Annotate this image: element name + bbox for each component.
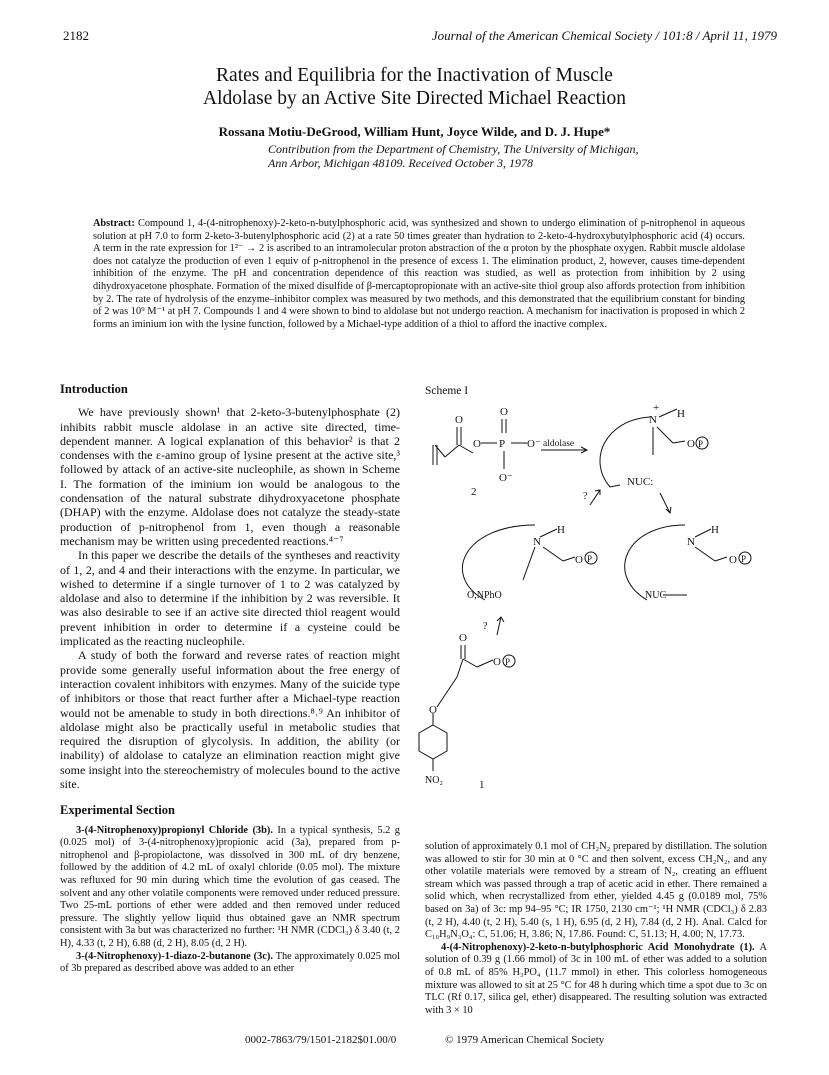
exp-p2-text: The approximately 0.025 mol of 3b prepared as described above was added to an ether [60,950,400,975]
nuc-right: NUC [645,590,667,601]
svg-text:P: P [505,657,511,667]
abstract-text: Compound 1, 4-(4-nitrophenoxy)-2-keto-n-butylphosphoric acid, was synthesized and shown to undergo elimination of p-nitrophenol in aqueous solution at pH 7.0 to form 2-keto-3-butenylphosphoric acid (2) at a rate 50 times greater than hydration to 2-keto-4-hydroxybutylphosphoric acid (4) occurs. A term in the rate expression for 1²⁻ → 2 is ascribed to an intramolecular proton abstraction of the α proton by the phosphate oxygen. Rabbit muscle aldolase does not catalyze the production of even 1 equiv of p-nitrophenol in the presence of excess 1. The elimination product, 2, however, causes time-dependent inhibition of the enzyme. The pH and concentration dependence of this reaction was studied, as well as protection from inhibition by 2 using dihydroxyacetone phosphate. Formation of the mixed disulfide of β-mercaptopropionate with an active-site thiol group also affords protection from inhibition by 2. The rate of hydrolysis of the enzyme–inhibitor complex was measured by two methods, and this demonstrated that the equilibrium constant for binding of 2 was 10⁹ M⁻¹ at pH 7. Compounds 1 and 4 were shown to bind to aldolase but not undergo reaction. A mechanism for inactivation is proposed in which 2 forms an iminium ion with the lysine function, followed by a Michael-type addition of a thiol to afford the inactive complex. [93,218,745,330]
svg-text:O: O [575,554,583,566]
no2-label: NO₂ [425,775,443,786]
svg-text:+: + [653,402,660,414]
svg-text:O: O [429,704,437,716]
authors: Rossana Motiu-DeGrood, William Hunt, Joyce Wilde, and D. J. Hupe* [218,124,611,139]
experimental-heading: Experimental Section [60,803,175,818]
scheme-o-minus-2: O⁻ [499,472,513,484]
onpho-label: O,NPhO [467,590,502,601]
svg-text:O: O [687,438,695,450]
svg-text:O: O [459,632,467,644]
svg-text:O: O [493,656,501,668]
svg-text:?: ? [483,621,488,632]
intro-paragraph-2: In this paper we describe the details of the syntheses and reactivity of 1, 2, and 4 and their interactions with the enzyme. In particular, we wished to determine if a single turnover of 1 to 2 was catalyzed by aldolase and also to determine if the inhibition by 2 was reversible. It was also desirable to see if an active site directed thiol reagent would prevent inhibition in order to determine if a cysteine could be implicated as the reacting nucleophile. [60,548,400,649]
scheme-o-3: O [500,406,508,418]
right-column [425,841,767,1017]
svg-text:P: P [741,554,747,564]
title-line-2: Aldolase by an Active Site Directed Michael Reaction [203,88,626,109]
nuc-top: NUC: [627,476,654,488]
exp-p1-text: In a typical synthesis, 5.2 g (0.025 mol) of 3-(4-nitrophenoxy)propionic acid (3a), prepared from p-nitrophenol and β-propiolactone, was dissolved in 300 mL of dry benzene, followed by the addition of 4.2 mL of oxalyl chloride (0.05 mol). The mixture was refluxed for 90 min during which time the evolution of gas ceased. The solvent and any other volatile components were removed under reduced pressure. Two 25-mL portions of ether were added and then removed under reduced pressure. The slightly yellow liquid thus obtained gave an NMR spectrum consistent with 3a but was characterized no further: ¹H NMR (CDCl₃) δ 3.40 (t, 2 H), 4.33 (t, 2 H), 6.88 (d, 2 H), 8.05 (d, 2 H). [60,824,400,949]
right-paragraph-2 [425,942,767,1018]
scheme-o-2: O [473,438,481,450]
footer-code: 0002-7863/79/1501-2182$01.00/0 [245,1034,397,1046]
enzyme-curve-right [625,525,685,600]
compound-2-label: 2 [471,486,477,498]
exp-paragraph-1 [60,825,400,951]
svg-text:P: P [698,439,704,449]
footer-copyright: © 1979 American Chemical Society [445,1034,605,1046]
intro-paragraph-1: We have previously shown¹ that 2-keto-3-butenylphosphate (2) inhibits rabbit muscle aldolase in an active site directed, time-dependent manner. A logical explanation of this behavior² is that 2 condenses with the ε-amino group of lysine present at the active site,³ followed by attack of an active-site nucleophile, as shown in Scheme I. The formation of the iminium ion would be analogous to the condensation of the natural substrate dihydroxyacetone phosphate (DHAP) with the enzyme. Aldolase does not catalyze the steady-state production of p-nitrophenol from 1, even though a reasonable mechanism may be written using precedented reactions.⁴⁻⁷ [60,405,400,548]
iminium-n-top: N [649,414,657,426]
right-p2-heading: 4-(4-Nitrophenoxy)-2-keto-n-butylphosphoric Acid Monohydrate (1). [441,941,755,953]
exp-paragraph-2 [60,951,400,976]
title-line-1: Rates and Equilibria for the Inactivation of Muscle [216,65,613,86]
right-paragraph-1: solution of approximately 0.1 mol of CH₂N₂ prepared by distillation. The solution was allowed to stir for 30 min at 0 °C and then solvent, excess CH₂N₂, and any other volatile materials were removed by a stream of N₂, creating an effluent stream which was passed through a trap of acetic acid in ether. There remained a solid which, when recrystallized from ether, yielded 4.45 g (0.0189 mol, 75% based on 3a) of 3c: mp 94–95 °C; IR 1750, 2130 cm⁻¹; ¹H NMR (CDCl₃) δ 2.83 (t, 2 H), 4.40 (t, 2 H), 5.40 (s, 1 H), 6.95 (d, 2 H), 7.84 (d, 2 H). Anal. Calcd for C₁₀H₉N₃O₄: C, 51.06; H, 3.86; N, 17.86. Found: C, 51.13; H, 4.00; N, 17.73. [425,841,767,941]
affiliation [268,142,639,170]
scheme-o-minus-1: O⁻ [527,438,541,450]
page-number: 2182 [63,28,89,43]
exp-p2-heading: 3-(4-Nitrophenoxy)-1-diazo-2-butanone (3c). [76,950,273,962]
svg-text:?: ? [583,491,588,502]
scheme-p: P [499,438,506,450]
aldolase-label: aldolase [543,439,575,449]
svg-text:P: P [587,554,593,564]
journal-header: Journal of the American Chemical Society / 101:8 / April 11, 1979 [431,28,777,43]
svg-text:N: N [687,536,695,548]
scheme-label: Scheme I [425,385,469,397]
abstract [93,218,745,331]
svg-text:H: H [557,524,565,536]
exp-p1-heading: 3-(4-Nitrophenoxy)propionyl Chloride (3b). [76,824,273,836]
enzyme-curve-left [462,525,535,600]
svg-text:N: N [533,536,541,548]
article-title [0,64,829,110]
abstract-label: Abstract: [93,218,135,229]
affiliation-line-2: Ann Arbor, Michigan 48109. Received October 3, 1978 [268,156,534,170]
intro-paragraph-3: A study of both the forward and reverse rates of reaction might provide some generally useful information about the free energy of interaction covalent inhibitors with enzymes. Many of the suicide type of inhibitors or those that react further after a Michael-type reaction would not be amenable to study in both directions.⁸˒⁹ An inhibitor of aldolase might also be practically useful in metabolic studies that required the disruption of glycolysis. In addition, the ability (or inability) of aldolase to catalyze an elimination reaction might give some insight into the stereochemistry of molecules bound to the active site. [60,648,400,792]
scheme-diagram [415,395,775,805]
svg-text:O: O [729,554,737,566]
svg-text:H: H [677,408,685,420]
scheme-o-1: O [455,414,463,426]
introduction-heading: Introduction [60,382,128,396]
left-column [60,382,400,976]
experimental-body [60,825,400,976]
right-p2-text: A solution of 0.39 g (1.66 mmol) of 3c in 100 mL of ether was added to a solution of 0.8 mL of 85% H₃PO₄ (11.7 mmol) in ether. This colorless homogeneous mixture was allowed to sit at 25 °C for 48 h during which time a spot due to 3c on TLC (Rf 0.17, silica gel, ether) disappeared. The resulting solution was extracted with 3 × 10 [425,941,767,1016]
svg-text:H: H [711,524,719,536]
affiliation-line-1: Contribution from the Department of Chemistry, The University of Michigan, [268,142,639,156]
compound-1-label: 1 [479,779,485,791]
